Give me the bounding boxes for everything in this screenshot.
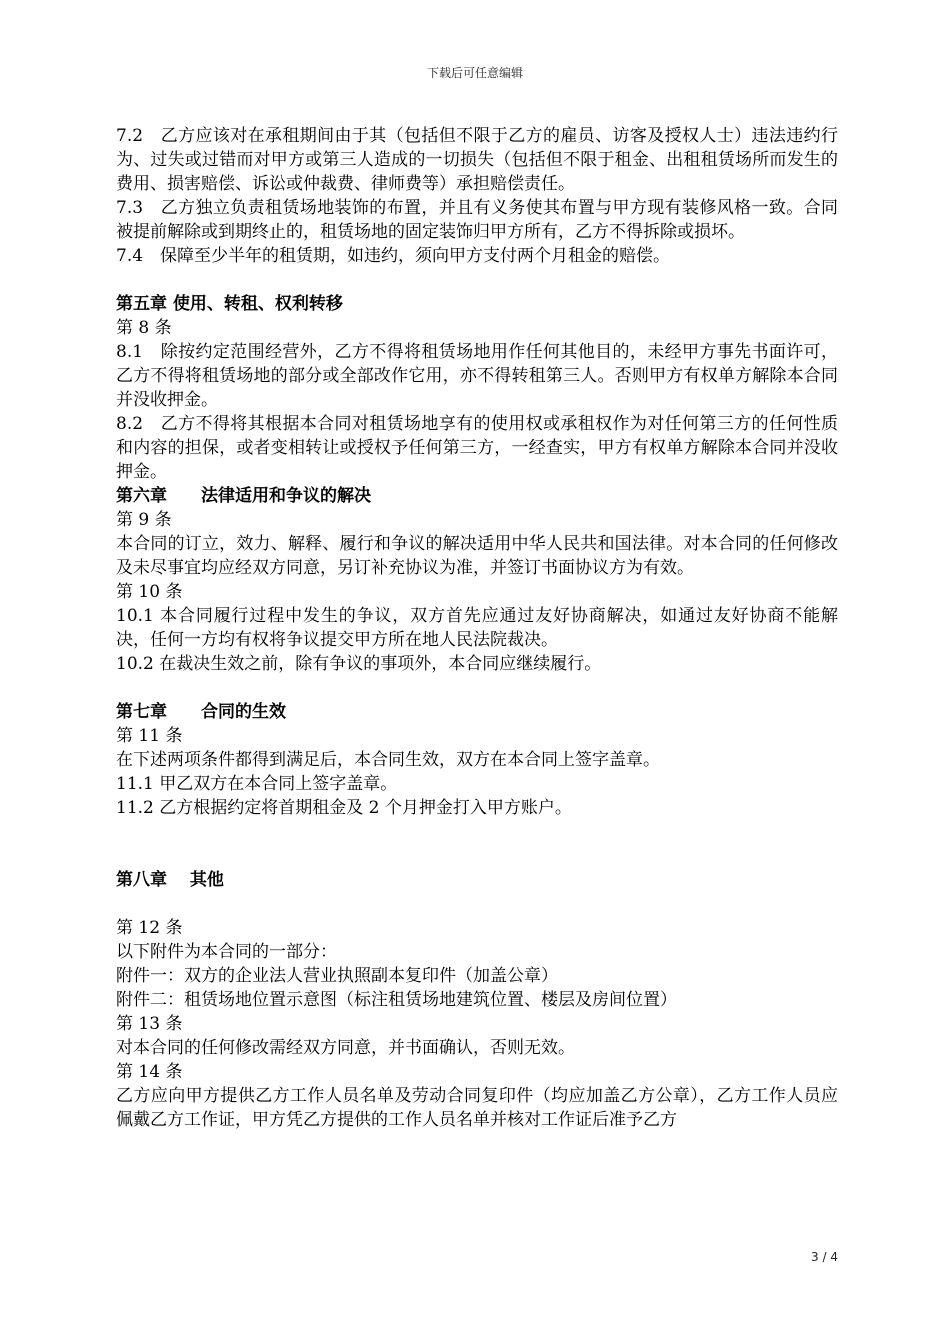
- chapter-heading: 第五章 使用、转租、权利转移: [116, 294, 343, 314]
- paragraph: 11.2 乙方根据约定将首期租金及 2 个月押金打入甲方账户。: [116, 798, 572, 818]
- paragraph: 7.4 保障至少半年的租赁期，如违约，须向甲方支付两个月租金的赔偿。: [116, 246, 671, 266]
- paragraph: 对本合同的任何修改需经双方同意，并书面确认，否则无效。: [116, 1038, 575, 1058]
- chapter-heading: 第六章 法律适用和争议的解决: [116, 486, 371, 506]
- spacer: [116, 820, 838, 868]
- paragraph: 第 13 条: [116, 1014, 183, 1034]
- paragraph: 第 8 条: [116, 318, 172, 338]
- paragraph: 8.2 乙方不得将其根据本合同对租赁场地享有的使用权或承租权作为对任何第三方的任何性质和内容的担保，或者变相转让或授权予任何第三方，一经查实，甲方有权单方解除本合同并没收押金。: [116, 414, 838, 482]
- paragraph: 8.1 除按约定范围经营外，乙方不得将租赁场地用作任何其他目的，未经甲方事先书面许可，乙方不得将租赁场地的部分或全部改作它用，亦不得转租第三人。否则甲方有权单方解除本合同并没收押金。: [116, 342, 838, 410]
- paragraph: 第 11 条: [116, 726, 183, 746]
- paragraph: 附件二：租赁场地位置示意图（标注租赁场地建筑位置、楼层及房间位置）: [116, 990, 677, 1010]
- paragraph: 第 10 条: [116, 582, 183, 602]
- document-body: [116, 124, 838, 1132]
- paragraph: 在下述两项条件都得到满足后，本合同生效，双方在本合同上签字盖章。: [116, 750, 660, 770]
- spacer: [116, 268, 838, 292]
- page-header: 下载后可任意编辑: [426, 66, 523, 80]
- paragraph: 第 12 条: [116, 918, 183, 938]
- spacer: [116, 676, 838, 700]
- paragraph: 第 14 条: [116, 1062, 183, 1082]
- paragraph: 10.1 本合同履行过程中发生的争议，双方首先应通过友好协商解决，如通过友好协商不能解决，任何一方均有权将争议提交甲方所在地人民法院裁决。: [116, 606, 838, 650]
- paragraph: 11.1 甲乙双方在本合同上签字盖章。: [116, 774, 398, 794]
- page-number: 3 / 4: [811, 1250, 838, 1264]
- paragraph: 附件一：双方的企业法人营业执照副本复印件（加盖公章）: [116, 966, 558, 986]
- paragraph: 第 9 条: [116, 510, 172, 530]
- paragraph: 乙方应向甲方提供乙方工作人员名单及劳动合同复印件（均应加盖乙方公章），乙方工作人员应佩戴乙方工作证，甲方凭乙方提供的工作人员名单并核对工作证后准予乙方: [116, 1086, 838, 1130]
- paragraph: 7.2 乙方应该对在承租期间由于其（包括但不限于乙方的雇员、访客及授权人士）违法违约行为、过失或过错而对甲方或第三人造成的一切损失（包括但不限于租金、出租租赁场所而发生的费用、损害赔偿、诉讼或仲裁费、律师费等）承担赔偿责任。: [116, 126, 838, 194]
- spacer: [116, 892, 838, 916]
- paragraph: 10.2 在裁决生效之前，除有争议的事项外，本合同应继续履行。: [116, 654, 602, 674]
- chapter-heading: 第七章 合同的生效: [116, 702, 286, 722]
- paragraph: 以下附件为本合同的一部分：: [116, 942, 337, 962]
- paragraph: 7.3 乙方独立负责租赁场地装饰的布置，并且有义务使其布置与甲方现有装修风格一致。合同被提前解除或到期终止的，租赁场地的固定装饰归甲方所有，乙方不得拆除或损坏。: [116, 198, 838, 242]
- paragraph: 本合同的订立，效力、解释、履行和争议的解决适用中华人民共和国法律。对本合同的任何修改及未尽事宜均应经双方同意，另订补充协议为准，并签订书面协议方为有效。: [116, 534, 838, 578]
- chapter-heading: 第八章 其他: [116, 870, 224, 890]
